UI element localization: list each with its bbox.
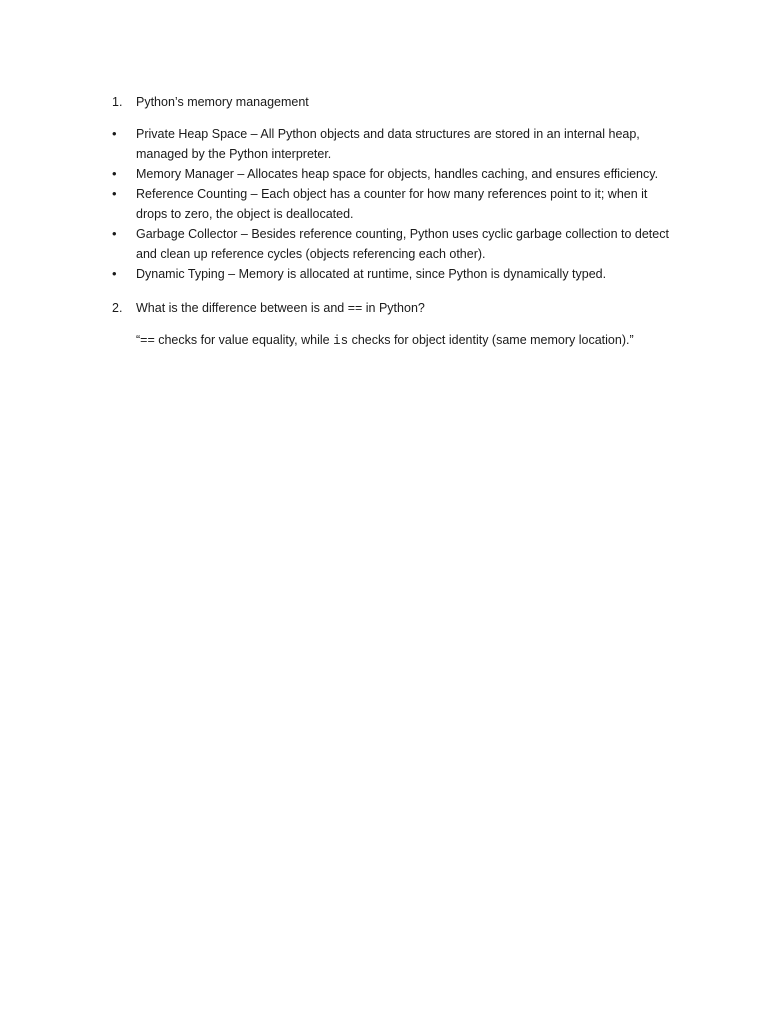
memory-management-list [112, 124, 672, 284]
bullet-icon: • [112, 186, 117, 201]
list-item-text: Dynamic Typing – Memory is allocated at runtime, since Python is dynamically typed. [136, 267, 607, 281]
list-item [112, 164, 672, 184]
list-item [112, 264, 672, 284]
answer-text-after: checks for object identity (same memory location).” [348, 333, 634, 347]
list-item [112, 184, 672, 224]
answer-text-before: “== checks for value equality, while [136, 333, 334, 347]
list-item-text: Garbage Collector – Besides reference counting, Python uses cyclic garbage collection to detect and clean up reference cycles (objects referencing each other). [136, 227, 669, 261]
bullet-icon: • [112, 166, 117, 181]
list-item [112, 124, 672, 164]
list-item [112, 224, 672, 264]
question-2-title: What is the difference between is and == in Python? [136, 301, 425, 315]
list-item-text: Memory Manager – Allocates heap space for objects, handles caching, and ensures efficiency. [136, 167, 659, 181]
bullet-icon: • [112, 266, 117, 281]
question-1-number: 1. [112, 95, 123, 109]
question-2-answer [136, 330, 634, 351]
list-item-text: Reference Counting – Each object has a counter for how many references point to it; when it drops to zero, the object is deallocated. [136, 187, 648, 221]
bullet-icon: • [112, 226, 117, 241]
list-item-text: Private Heap Space – All Python objects and data structures are stored in an internal heap, managed by the Python interpreter. [136, 127, 640, 161]
question-1-title: Python’s memory management [136, 95, 309, 109]
bullet-icon: • [112, 126, 117, 141]
question-2-number: 2. [112, 301, 123, 315]
answer-code: is [333, 334, 349, 348]
